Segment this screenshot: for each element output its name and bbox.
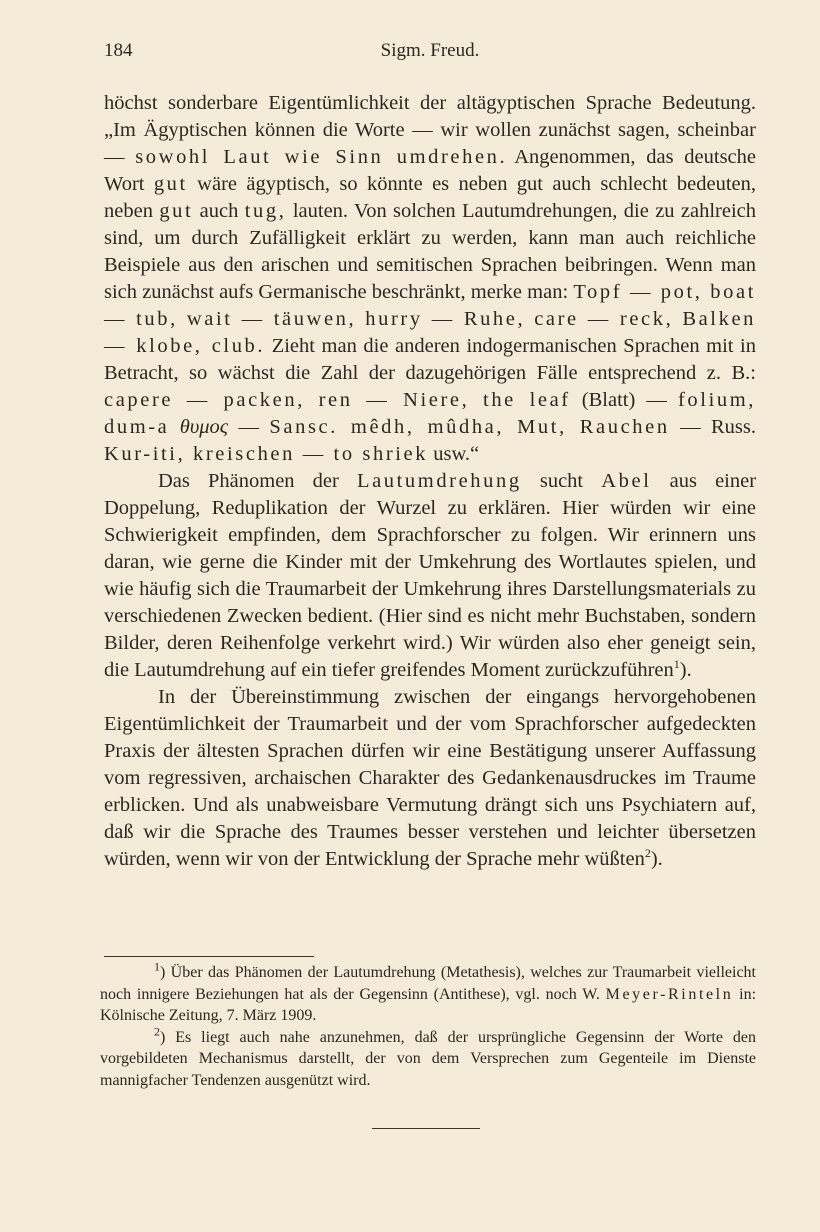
text-run: . Angenommen, das deutsche Wort	[104, 146, 757, 195]
footnote-1	[100, 959, 757, 1027]
text-run: ) Über das Phänomen der Lautumdrehung (Metathesis), welches zur Traumarbeit vielleicht noch innigere Beziehungen hat als der Gegensinn (Antithese), vgl. noch W.	[100, 964, 756, 1003]
text-run: höchst sonderbare Eigentümlichkeit der altägyptischen Sprache Bedeutung. „Im Ägyptischen können die Worte — wir wollen zunächst sagen, scheinbar —	[104, 92, 756, 168]
text-run: Das Phänomen der	[158, 470, 339, 492]
spaced-text: Abel	[601, 470, 652, 492]
text-run: aus einer Doppelung, Reduplikation der Wurzel zu erklären. Hier würden wir eine Schwierigkeit empfinden, dem Sprachforscher zu folgen. Wir erinnern uns daran, wie gerne die Kinder mit der Umkehrung des Wortlautes spielen, und wie häufig sich die Traumarbeit der Umkehrung ihres Darstellungsmaterials zu verschiedenen Zwecken bedient. (Hier sind es nicht mehr Buchstaben, sondern Bilder, deren Reihenfolge verkehrt wird.) Wir würden also eher geneigt sein, die Lautumdrehung auf ein tiefer greifendes Moment zurückzuführen	[104, 470, 757, 681]
spaced-text: gut	[153, 173, 188, 195]
running-head: Sigm. Freud.	[380, 40, 480, 61]
text-run: —	[238, 416, 259, 438]
text-run: usw.“	[433, 443, 480, 465]
paragraph-1	[104, 90, 756, 468]
footnote-rule	[104, 956, 314, 957]
text-run: — Russ.	[680, 416, 757, 438]
footnote-mark: 2	[154, 1024, 160, 1039]
paragraph-2	[104, 468, 756, 684]
spaced-text: tug,	[244, 200, 287, 222]
text-run: in: Kölnische Zeitung, 7. März 1909.	[100, 985, 757, 1024]
text-run: ).	[650, 848, 663, 870]
footnote-mark: 1	[154, 959, 160, 974]
footnotes	[100, 959, 757, 1091]
spaced-text: Lautumdrehung	[356, 470, 522, 492]
spaced-text: Topf — pot, boat — tub, wait — täuwen, hurry — Ruhe, care — reck, Balken — klobe, club.	[104, 281, 756, 357]
spaced-text: Meyer-Rinteln	[605, 985, 734, 1003]
spaced-text: gut	[159, 200, 194, 222]
text-run: In der Übereinstimmung zwischen der eingangs hervorgehobenen Eigentümlichkeit der Traumarbeit und der vom Sprachforscher aufgedeckten Praxis der ältesten Sprachen dürfen wir eine Bestätigung unserer Auffassung vom regressiven, archaischen Charakter des Gedankenausdruckes im Traume erblicken. Und als unabweisbare Vermutung drängt sich uns Psychiatern auf, daß wir die Sprache des Traumes besser verstehen und leichter übersetzen würden, wenn wir von der Entwicklung der Sprache mehr wüßten	[104, 686, 756, 870]
main-text	[104, 90, 756, 873]
greek-word: θυμος	[179, 416, 229, 438]
text-run: ) Es liegt auch nahe anzunehmen, daß der ursprüngliche Gegensinn der Worte den vorgebildeten Mechanismus darstellt, der von dem Versprechen zum Gegenteile im Dienste mannigfacher Tendenzen ausgenützt wird.	[100, 1028, 756, 1089]
paragraph-3	[104, 684, 756, 873]
spaced-text: Sansc. mêdh, mûdha, Mut, Rauchen	[269, 416, 670, 438]
text-run: auch	[199, 200, 239, 222]
spaced-text: capere — packen, ren — Niere, the leaf	[104, 389, 571, 411]
text-run: (Blatt) —	[581, 389, 667, 411]
spaced-text: folium, dum-a	[104, 389, 756, 438]
footnote-ref: 1	[673, 657, 680, 672]
text-run: wäre ägyptisch, so könnte es neben gut auch schlecht bedeuten, neben	[104, 173, 756, 222]
spaced-text: sowohl Laut wie Sinn umdrehen	[135, 146, 500, 168]
text-run: sucht	[539, 470, 584, 492]
spaced-text: Kur-iti, kreischen — to shriek	[104, 443, 429, 465]
page-number: 184	[104, 40, 133, 61]
end-rule	[372, 1128, 480, 1129]
text-run: ).	[679, 659, 692, 681]
footnote-2	[100, 1024, 756, 1092]
text-run: Zieht man die anderen indogermanischen Sprachen mit in Betracht, so wächst die Zahl der dazugehörigen Fälle entsprechend z. B.:	[104, 335, 756, 384]
text-run: lauten. Von solchen Lautumdrehungen, die zu zahlreich sind, um durch Zufälligkeit erklärt zu werden, kann man auch reichliche Beispiele aus den arischen und semitischen Sprachen beibringen. Wenn man sich zunächst aufs Germanische beschränkt, merke man:	[104, 200, 757, 303]
footnote-ref: 2	[644, 846, 651, 861]
